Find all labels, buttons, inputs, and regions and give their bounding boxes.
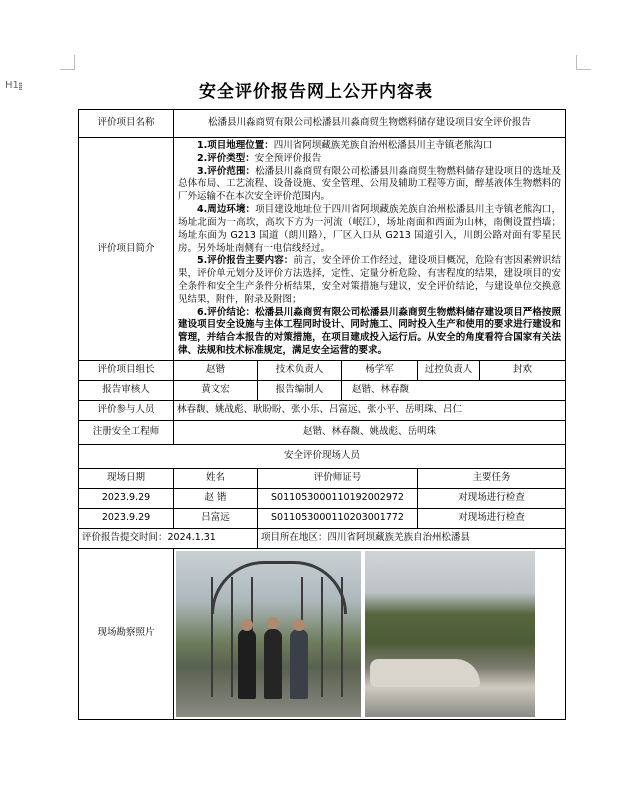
- author-label: 报告编制人: [258, 380, 342, 400]
- intro-item-contents: 5.评价报告主要内容：前言，安全评价工作经过，建设项目概况，危险有害因素辨识结果，评价单元划分及评价方法选择，定性、定量分析危险、有害程度的结果，建设项目的安全条件和安全生产条件分析结果，安全对策措施与建议，安全评价结论，与建设单位交换意见结果，附件，附录及附图；: [178, 255, 562, 305]
- intro-item-scope: 3.评价范围：松潘县川淼商贸有限公司松潘县川淼商贸生物燃料储存建设项目的选址及总体布局、工艺流程、设备设施、安全管理、公用及辅助工程等方面，醇基液体生物燃料的厂外运输不在本次安全评价范围内。: [178, 165, 562, 203]
- intro-item-conclusion: 6.评价结论：松潘县川淼商贸有限公司松潘县川淼商贸生物燃料储存建设项目严格按照建设项目安全设施与主体工程同时设计、同时施工、同时投入生产和使用的要求进行建设和管理，并结合本报告的对策措施，在项目建成投入运行后。从安全的角度看符合国家有关法律、法规和技术标准规定，满足安全运营的要求。: [178, 306, 562, 356]
- site-photo-gate: [176, 551, 361, 717]
- intro-item-surroundings: 4.周边环境：项目建设地址位于四川省阿坝藏族羌族自治州松潘县川主寺镇老熊沟口，场址北面为一高坎，高坎下方为一河流（岷江），场址南面和西面为山林，南侧设置挡墙；场址东面为 G213 国道（朗川路），厂区入口从 G213 国道引入，川朗公路对面有零星民房。另外场址南侧有一电信线经过。: [178, 204, 562, 254]
- report-table: [78, 109, 566, 720]
- heading-level-marker: H1: [5, 80, 19, 91]
- onsite-date: 2023.9.29: [79, 488, 174, 508]
- page-corner-mark-left: [60, 55, 75, 70]
- author-value: 赵锴、林春馥: [342, 380, 566, 400]
- onsite-task: 对现场进行检查: [418, 508, 566, 528]
- drag-handle-icon[interactable]: ⁞⁞: [18, 80, 21, 93]
- project-location: 项目所在地区：四川省阿坝藏族羌族自治州松潘县: [258, 528, 566, 548]
- photos-label: 现场勘察照片: [79, 548, 174, 719]
- project-name-value: 松潘县川淼商贸有限公司松潘县川淼商贸生物燃料储存建设项目安全评价报告: [174, 110, 566, 138]
- onsite-header-cert: 评价师证号: [258, 468, 418, 488]
- page-title: 安全评价报告网上公开内容表: [199, 82, 433, 102]
- onsite-section-title: 安全评价现场人员: [79, 444, 566, 468]
- onsite-header-name: 姓名: [174, 468, 258, 488]
- reviewer-value: 黄文宏: [174, 380, 258, 400]
- onsite-name: 吕富远: [174, 508, 258, 528]
- tech-lead-label: 技术负责人: [258, 360, 342, 380]
- project-intro-label: 评价项目简介: [79, 138, 174, 361]
- onsite-name: 赵 锴: [174, 488, 258, 508]
- project-name-label: 评价项目名称: [79, 110, 174, 138]
- photos-cell: [174, 548, 566, 719]
- process-lead-value: 封欢: [480, 360, 566, 380]
- engineers-value: 赵锴、林春馥、姚战彪、岳明珠: [174, 420, 566, 444]
- onsite-header-task: 主要任务: [418, 468, 566, 488]
- project-intro-content: [174, 138, 566, 361]
- reviewer-label: 报告审核人: [79, 380, 174, 400]
- engineers-label: 注册安全工程师: [79, 420, 174, 444]
- onsite-header-date: 现场日期: [79, 468, 174, 488]
- table-row: [79, 508, 566, 528]
- submission-time: 评价报告提交时间：2024.1.31: [79, 528, 258, 548]
- onsite-task: 对现场进行检查: [418, 488, 566, 508]
- onsite-cert: S011053000110203001772: [258, 508, 418, 528]
- tech-lead-value: 杨学军: [342, 360, 418, 380]
- leader-label: 评价项目组长: [79, 360, 174, 380]
- table-row: [79, 488, 566, 508]
- onsite-cert: S011053000110192002972: [258, 488, 418, 508]
- process-lead-label: 过控负责人: [418, 360, 480, 380]
- members-label: 评价参与人员: [79, 400, 174, 420]
- intro-item-location: 1.项目地理位置：四川省阿坝藏族羌族自治州松潘县川主寺镇老熊沟口: [197, 140, 493, 151]
- intro-item-type: 2.评价类型：安全预评价报告: [197, 152, 322, 164]
- page-corner-mark-right: [576, 55, 591, 70]
- onsite-date: 2023.9.29: [79, 508, 174, 528]
- leader-value: 赵锴: [174, 360, 258, 380]
- members-value: 林春馥、姚战彪、耿盼盼、张小乐、吕富远、张小平、岳明珠、吕仁: [174, 400, 566, 420]
- site-photo-land: [365, 551, 535, 717]
